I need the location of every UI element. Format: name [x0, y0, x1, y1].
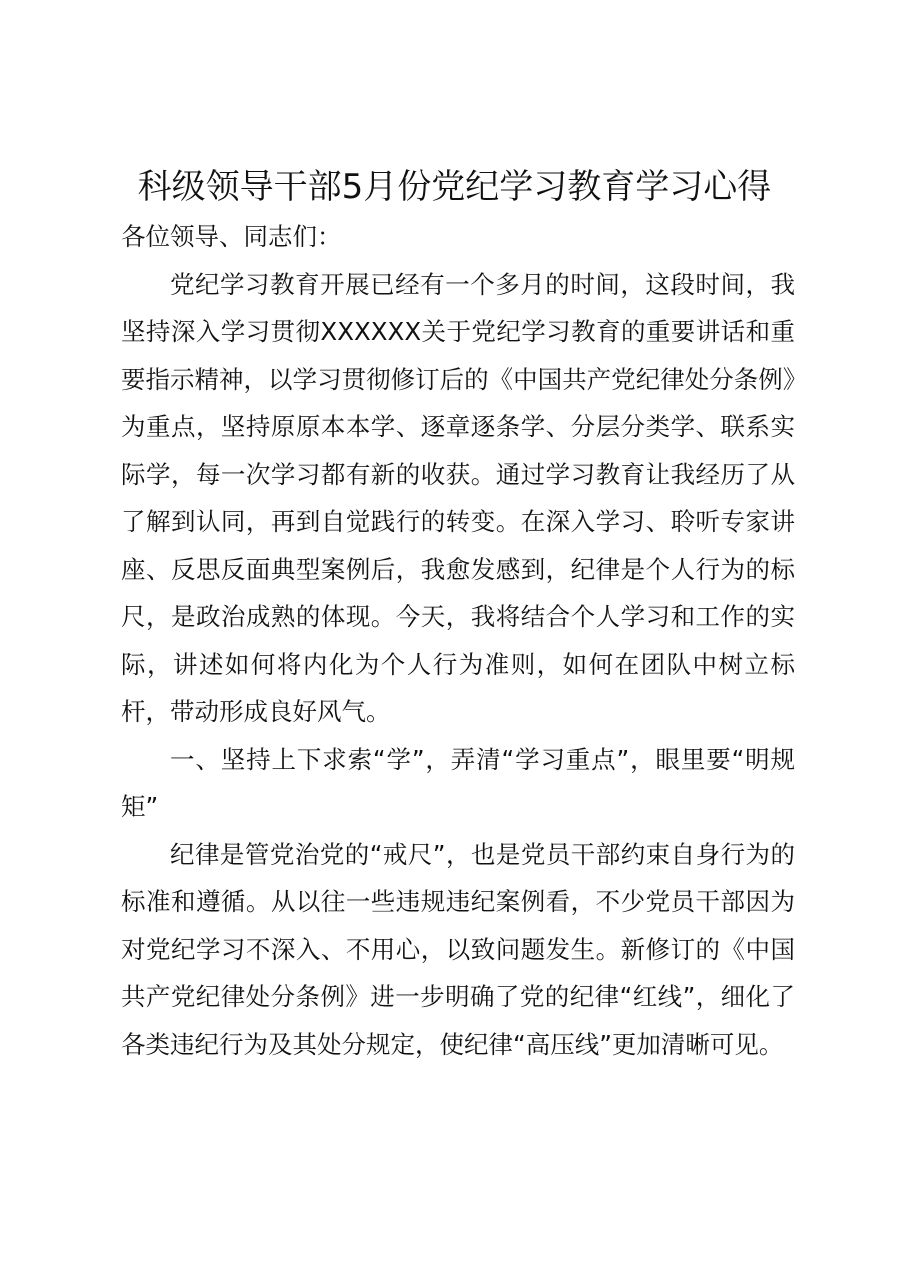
document-title: 科级领导干部5月份党纪学习教育学习心得: [137, 167, 772, 207]
section-heading-1: 一、坚持上下求索“学”，弄清“学习重点”，眼里要“明规矩”: [121, 744, 795, 821]
document-body: [121, 213, 795, 1068]
section-paragraph-1: 纪律是管党治党的“戒尺”，也是党员干部约束自身行为的标准和遵循。从以往一些违规违纪案例看，不少党员干部因为对党纪学习不深入、不用心，以致问题发生。新修订的《中国共产党纪律处分条例》进一步明确了党的纪律“红线”，细化了各类违纪行为及其处分规定，使纪律“高压线”更加清晰可见。: [121, 839, 795, 1059]
salutation: 各位领导、同志们：: [121, 222, 342, 251]
body-paragraph-1: 党纪学习教育开展已经有一个多月的时间，这段时间，我坚持深入学习贯彻XXXXXX关于党纪学习教育的重要讲话和重要指示精神，以学习贯彻修订后的《中国共产党纪律处分条例》为重点，坚持原原本本学、逐章逐条学、分层分类学、联系实际学，每一次学习都有新的收获。通过学习教育让我经历了从了解到认同，再到自觉践行的转变。在深入学习、聆听专家讲座、反思反面典型案例后，我愈发感到，纪律是个人行为的标尺，是政治成熟的体现。今天，我将结合个人学习和工作的实际，讲述如何将内化为个人行为准则，如何在团队中树立标杆，带动形成良好风气。: [121, 269, 795, 726]
